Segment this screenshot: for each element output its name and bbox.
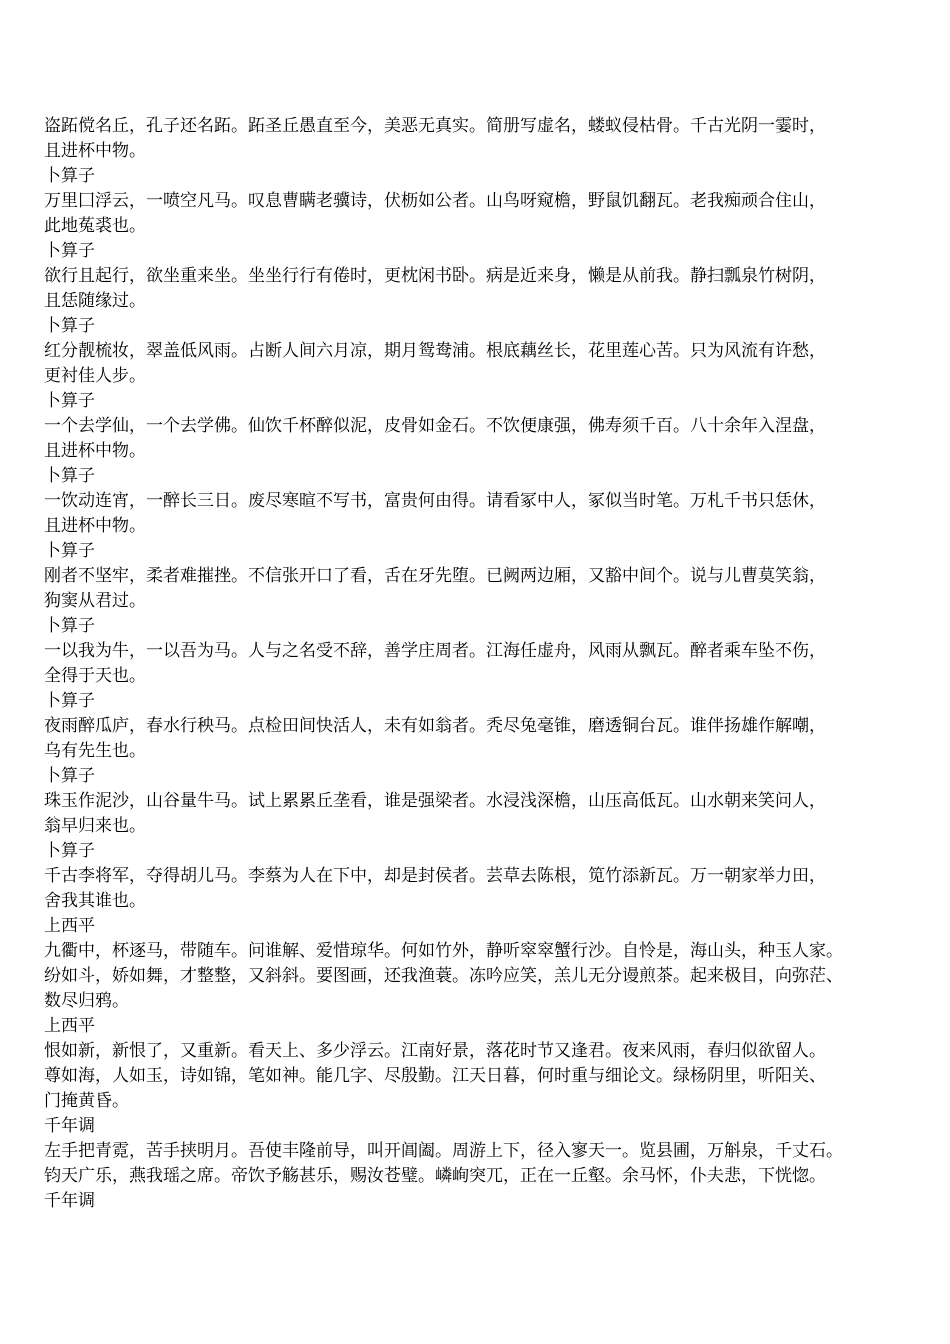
- text-line: 千古李将军，夺得胡儿马。李蔡为人在下中，却是封侯者。芸草去陈根，笕竹添新瓦。万一朝家举力田，: [44, 866, 826, 886]
- text-line: 乌有先生也。: [44, 741, 146, 761]
- text-line: 且进杯中物。: [44, 441, 146, 461]
- text-line: 红分靓梳妆，翠盖低风雨。占断人间六月凉，期月鸳鸯浦。根底藕丝长，花里莲心苦。只为风流有许愁，: [44, 341, 826, 361]
- text-line: 恨如新，新恨了，又重新。看天上、多少浮云。江南好景，落花时节又逢君。夜来风雨，春归似欲留人。: [44, 1041, 826, 1061]
- text-line: 夜雨醉瓜庐，春水行秧马。点检田间快活人，未有如翁者。秃尽兔毫锥，磨透铜台瓦。谁伴扬雄作解嘲，: [44, 716, 826, 736]
- text-line: 左手把青霓，苦手挟明月。吾使丰隆前导，叫开阊阖。周游上下，径入寥天一。览县圃，万斛泉，千丈石。: [44, 1141, 843, 1161]
- text-line: 万里囗浮云，一喷空凡马。叹息曹瞒老骥诗，伏枥如公者。山鸟呀窥檐，野鼠饥翻瓦。老我痴顽合住山，: [44, 191, 826, 211]
- text-line: 狗窦从君过。: [44, 591, 146, 611]
- section-title: 卜算子: [44, 316, 95, 336]
- text-line: 翁早归来也。: [44, 816, 146, 836]
- section-title: 千年调: [44, 1191, 95, 1211]
- text-line: 盗跖傥名丘，孔子还名跖。跖圣丘愚直至今，美恶无真实。简册写虚名，蝼蚁侵枯骨。千古光阴一霎时，: [44, 116, 826, 136]
- text-line: 数尽归鸦。: [44, 991, 129, 1011]
- text-line: 且进杯中物。: [44, 516, 146, 536]
- text-line: 尊如海，人如玉，诗如锦，笔如神。能几字、尽殷勤。江天日暮，何时重与细论文。绿杨阴里，听阳关、: [44, 1066, 826, 1086]
- section-title: 卜算子: [44, 391, 95, 411]
- text-line: 钧天广乐，燕我瑶之席。帝饮予觞甚乐，赐汝苍璧。嶙峋突兀，正在一丘壑。余马怀，仆夫悲，下恍惚。: [44, 1166, 826, 1186]
- section-title: 卜算子: [44, 766, 95, 786]
- text-line: 刚者不坚牢，柔者难摧挫。不信张开口了看，舌在牙先堕。已阙两边厢，又豁中间个。说与儿曹莫笑翁，: [44, 566, 826, 586]
- text-line: 全得于天也。: [44, 666, 146, 686]
- document-body: [44, 114, 924, 1214]
- section-title: 卜算子: [44, 166, 95, 186]
- text-line: 欲行且起行，欲坐重来坐。坐坐行行有倦时，更枕闲书卧。病是近来身，懒是从前我。静扫瓢泉竹树阴，: [44, 266, 826, 286]
- text-line: 且进杯中物。: [44, 141, 146, 161]
- text-line: 一饮动连宵，一醉长三日。废尽寒暄不写书，富贵何由得。请看冢中人，冢似当时笔。万札千书只恁休，: [44, 491, 826, 511]
- section-title: 千年调: [44, 1116, 95, 1136]
- text-line: 九衢中，杯逐马，带随车。问谁解、爱惜琼华。何如竹外，静听窣窣蟹行沙。自怜是，海山头，种玉人家。: [44, 941, 843, 961]
- text-line: 一以我为牛，一以吾为马。人与之名受不辞，善学庄周者。江海任虚舟，风雨从飘瓦。醉者乘车坠不伤，: [44, 641, 826, 661]
- text-line: 且恁随缘过。: [44, 291, 146, 311]
- text-line: 纷如斗，娇如舞，才整整，又斜斜。要图画，还我渔蓑。冻吟应笑，羔儿无分谩煎茶。起来极目，向弥茫、: [44, 966, 843, 986]
- section-title: 卜算子: [44, 541, 95, 561]
- text-line: 更衬佳人步。: [44, 366, 146, 386]
- section-title: 卜算子: [44, 466, 95, 486]
- section-title: 卜算子: [44, 616, 95, 636]
- section-title: 上西平: [44, 916, 95, 936]
- text-line: 珠玉作泥沙，山谷量牛马。试上累累丘垄看，谁是强梁者。水浸浅深檐，山压高低瓦。山水朝来笑问人，: [44, 791, 826, 811]
- section-title: 卜算子: [44, 841, 95, 861]
- text-line: 门掩黄昏。: [44, 1091, 129, 1111]
- section-title: 卜算子: [44, 691, 95, 711]
- text-line: 舍我其谁也。: [44, 891, 146, 911]
- section-title: 卜算子: [44, 241, 95, 261]
- text-line: 一个去学仙，一个去学佛。仙饮千杯醉似泥，皮骨如金石。不饮便康强，佛寿须千百。八十余年入涅盘，: [44, 416, 826, 436]
- section-title: 上西平: [44, 1016, 95, 1036]
- text-line: 此地菟裘也。: [44, 216, 146, 236]
